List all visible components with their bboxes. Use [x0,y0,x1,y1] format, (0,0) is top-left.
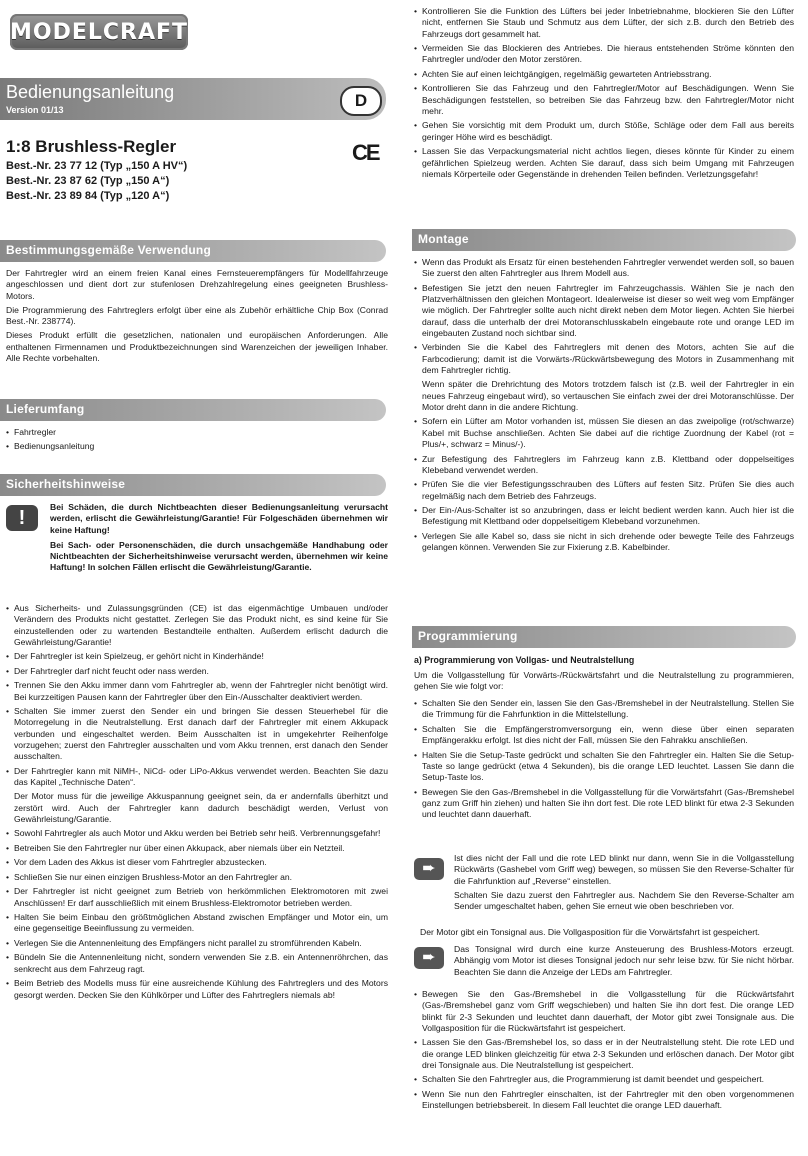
lieferumfang-list [6,427,388,456]
manual-title: Bedienungsanleitung [6,82,175,102]
programmierung-list [414,698,794,824]
list-item: • Schließen Sie nur einen einzigen Brushless-Motor an den Fahrtregler an. [6,872,388,883]
list-item: • Kontrollieren Sie die Funktion des Lüfters bei jeder Inbetriebnahme, blockieren Sie den Lüfter nicht, entfernen Sie Staub und Schmutz aus dem Lüfter, der sich z.B. durch den Betrieb des Fahrzeugs dort gesammelt hat. [414,6,794,40]
list-item: • Wenn Sie nun den Fahrtregler einschalten, ist der Fahrtregler mit den oben vorgenommenen Einstellungen betriebsbereit. In diesem Fall leuchtet die orange LED dauerhaft. [414,1089,794,1112]
list-item: • Aus Sicherheits- und Zulassungsgründen (CE) ist das eigenmächtige Umbauen und/oder Verändern des Produkts nicht gestattet. Zerlegen Sie das Produkt nicht, es sind keine für Sie einzustellenden oder zu wartenden Bestandteile enthalten. Außerdem erlischt dadurch die Gewährleistung/Garantie! [6,603,388,648]
order-number: Best.-Nr. 23 89 84 (Typ „120 A“) [6,190,170,202]
list-item: • Halten Sie beim Einbau den größtmöglichen Abstand zwischen Empfänger und Motor ein, um eine gegenseitige Beeinflussung zu vermeiden. [6,912,388,935]
list-item: • Prüfen Sie die vier Befestigungsschrauben des Lüfters auf festen Sitz. Prüfen Sie dies auch regelmäßig nach dem Betrieb des Fahrzeugs. [414,479,794,502]
list-item: • Der Ein-/Aus-Schalter ist so anzubringen, dass er leicht bedient werden kann. Auch hier ist die Befestigung mit Klettband oder doppelseitigem Klebeband vorzunehmen. [414,505,794,528]
list-item: • Verbinden Sie die Kabel des Fahrtreglers mit denen des Motors, achten Sie auf die Farbcodierung; damit ist die Vorwärts-/Rückwärtsbewegung des Motors in Zusammenhang mit dem Fahrtregler richtig. Wenn später die Drehrichtung des Motors trotzdem falsch ist (z.B. weil der Fahrtregler in ein neues Fahrzeug eingebaut wird), so vertauschen Sie einfach zwei der drei Motoranschlüsse. Der Motor dreht dann in die andere Richtung. [414,342,794,413]
section-header-sicherheit: Sicherheitshinweise [0,474,386,496]
brand-logo [10,14,188,50]
list-item: • Schalten Sie den Fahrtregler aus, die Programmierung ist damit beendet und gespeichert. [414,1074,794,1085]
language-badge: D [340,86,382,116]
list-item: • Verlegen Sie die Antennenleitung des Empfängers nicht parallel zu stromführenden Kabeln. [6,938,388,949]
bestimmung-text: Der Fahrtregler wird an einem freien Kanal eines Fernsteuerempfängers für Modellfahrzeuge angeschlossen und dient dort zur stufenlosen Drehzahlregelung eines geeigneten Brushless-Motors. Die Programmierung des Fahrtreglers erfolgt über eine als Zubehör erhältliche Chip Box (Conrad Best.-Nr. 238774). Dieses Produkt erfüllt die gesetzlichen, nationalen und europäischen Anforderungen. Alle enthaltenen Firmennamen und Produktbezeichnungen sind Warenzeichen der jeweiligen Inhaber. Alle Rechte vorbehalten. [6,268,388,364]
list-item: • Bewegen Sie den Gas-/Bremshebel in die Vollgasstellung für die Rückwärtsfahrt (Gas-/Bremshebel ganz vom Griff wegschieben) und halten Sie ihn dort fest. Die orange LED blinkt für 2-3 Sekunden und leuchtet dann dauerhaft, der Motor gibt zwei Tonsignale aus. Die Vollgasposition für die Rückwärtsfahrt ist gespeichert. [414,989,794,1034]
list-item: • Lassen Sie das Verpackungsmaterial nicht achtlos liegen, dieses könnte für Kinder zu einem gefährlichen Spielzeug werden. Achten Sie darauf, dass sich beim Umgang mit Fahrzeugen niemals Körperteile oder Gegenstände in drehenden Teilen befinden. Verletzungsgefahr! [414,146,794,180]
list-item: • Verlegen Sie alle Kabel so, dass sie nicht in sich drehende oder bewegte Teile des Fahrzeugs gelangen können. Verwenden Sie zur Fixierung z.B. Kabelbinder. [414,531,794,554]
programmierung-list-continued [414,989,794,1115]
list-item: • Beim Betrieb des Modells muss für eine ausreichende Kühlung des Fahrtreglers und des Motors gesorgt werden. Decken Sie den Kühlkörper und Lüfter des Fahrtreglers niemals ab! [6,978,388,1001]
list-item: • Achten Sie auf einen leichtgängigen, regelmäßig gewarteten Antriebsstrang. [414,69,794,80]
section-header-programmierung: Programmierung [412,626,796,648]
order-number: Best.-Nr. 23 77 12 (Typ „150 A HV“) [6,160,188,172]
list-item-note: Wenn später die Drehrichtung des Motors trotzdem falsch ist (z.B. weil der Fahrtregler in ein neues Fahrzeug eingebaut wird), so vertauschen Sie einfach zwei der drei Motoranschlüsse. Der Motor dreht dann in die andere Richtung. [422,379,794,412]
section-header-lieferumfang: Lieferumfang [0,399,386,421]
ce-mark: CE [352,140,379,165]
list-item: • Gehen Sie vorsichtig mit dem Produkt um, durch Stöße, Schläge oder dem Fall aus bereits geringer Höhe wird es beschädigt. [414,120,794,143]
note-text: Ist dies nicht der Fall und die rote LED blinkt nur dann, wenn Sie in die Vollgasstellung Rückwärts (Gashebel vom Griff weg) bewegen, so müssen Sie den Reverse-Schalter für die Fahrfunktion auf „Reverse“ einstellen. Schalten Sie dazu zuerst den Fahrtregler aus. Nachdem Sie den Reverse-Schalter am Sender umgeschaltet haben, gehen Sie erneut wie oben beschrieben vor. [454,853,794,912]
motor-tone-text: Der Motor gibt ein Tonsignal aus. Die Vollgasposition für die Vorwärtsfahrt ist gespeichert. [420,927,760,937]
programmierung-subheading: a) Programmierung von Vollgas- und Neutralstellung [414,655,635,665]
note-arrow-icon: ➨ [414,947,444,969]
list-item: • Kontrollieren Sie das Fahrzeug und den Fahrtregler/Motor auf Beschädigungen. Wenn Sie Beschädigungen feststellen, so betreiben Sie das Fahrzeug bzw. den Fahrtregler/Motor nicht mehr. [414,83,794,117]
manual-title-bar [0,78,386,120]
sicherheit-list-continued [414,6,794,183]
note-text: Das Tonsignal wird durch eine kurze Ansteuerung des Brushless-Motors erzeugt. Abhängig vom Motor ist dieses Tonsignal jedoch nur sehr leise bzw. für Sie nicht hörbar. Beachten Sie dann die Anzeige der LEDs am Fahrtregler. [454,944,794,977]
list-item: • Sofern ein Lüfter am Motor vorhanden ist, müssen Sie diesen an das zweipolige (rot/schwarze) Kabel mit Buchse anschließen. Achten Sie dabei auf die richtige Zuordnung der Kabel (rot = Plus/+, schwarz = Minus/-). [414,416,794,450]
list-item: • Der Fahrtregler kann mit NiMH-, NiCd- oder LiPo-Akkus verwendet werden. Beachten Sie dazu das Kapitel „Technische Daten“. Der Motor muss für die jeweilige Akkuspannung geeignet sein, da er andernfalls überhitzt und zerstört wird. Auch der Fahrtregler kann dadurch beschädigt werden, Verlust von Gewährleistung/Garantie. [6,766,388,825]
list-item: • Befestigen Sie jetzt den neuen Fahrtregler im Fahrzeugchassis. Wählen Sie je nach den Platzverhältnissen den gleichen Montageort. Idealerweise ist dieser so weit weg vom Empfänger wie möglich. Der Fahrtregler sollte auch nicht direkt neben dem Motor liegen. Achten Sie hierbei darauf, dass die unterhalb der drei Motoranschlusskabeln eingebaute rote und orange LED im eingebauten Zustand noch sichtbar sind. [414,283,794,339]
product-title: 1:8 Brushless-Regler [6,137,177,156]
list-item: • Fahrtregler [6,427,388,438]
brand-text: MODELCRAFT [9,19,189,45]
list-item: • Bewegen Sie den Gas-/Bremshebel in die Vollgasstellung für die Vorwärtsfahrt (Gas-/Bremshebel ganz zum Griff hin ziehen) und halten Sie ihn dort fest. Die rote LED blinkt für etwa 2-3 Sekunden und leuchtet dann dauerhaft. [414,787,794,821]
list-item: • Der Fahrtregler darf nicht feucht oder nass werden. [6,666,388,677]
list-item: • Wenn das Produkt als Ersatz für einen bestehenden Fahrtregler verwendet werden soll, so bauen Sie zuerst den alten Fahrtregler aus Ihrem Modell aus. [414,257,794,280]
programmierung-intro: Um die Vollgasstellung für Vorwärts-/Rückwärtsfahrt und die Neutralstellung zu programmieren, gehen Sie wie folgt vor: [414,670,794,692]
note-arrow-icon: ➨ [414,858,444,880]
list-item: • Schalten Sie immer zuerst den Sender ein und bringen Sie dessen Steuerhebel für die Motorregelung in die Neutralstellung. Erst danach darf der Fahrtregler mit einem Akkupack verbunden und eingeschaltet werden. Beim Ausschalten ist in umgekehrter Reihenfolge vorzugehen; zuerst den Fahrtregler ausschalten und vom Akku trennen, erst danach den Sender ausschalten. [6,706,388,762]
warning-icon: ! [6,505,38,531]
list-item: • Trennen Sie den Akku immer dann vom Fahrtregler ab, wenn der Fahrtregler nicht benötigt wird. Bei kurzzeitigen Pausen kann der Fahrtregler über den Ein-/Ausschalter deaktiviert werden. [6,680,388,703]
list-item: • Schalten Sie den Sender ein, lassen Sie den Gas-/Bremshebel in der Neutralstellung. Stellen Sie die Trimmung für die Fahrfunktion in die Mittelstellung. [414,698,794,721]
list-item: • Lassen Sie den Gas-/Bremshebel los, so dass er in der Neutralstellung steht. Die rote LED und die orange LED blinken gleichzeitig für etwa 2-3 Sekunden und erlöschen danach. Der Motor gibt drei Tonsignale aus. Die Neutralstellung ist gespeichert. [414,1037,794,1071]
sicherheit-list [6,603,388,1004]
list-item: • Bündeln Sie die Antennenleitung nicht, sondern verwenden Sie z.B. ein Antennenröhrchen, das senkrecht aus dem Fahrzeug ragt. [6,952,388,975]
list-item: • Schalten Sie die Empfängerstromversorgung ein, wenn diese über einen separaten Empfängerakku erfolgt. Ist dies nicht der Fall, müssen Sie den Fahrakku anschließen. [414,724,794,747]
list-item-note: Der Motor muss für die jeweilige Akkuspannung geeignet sein, da er andernfalls überhitzt und zerstört wird. Auch der Fahrtregler kann dadurch beschädigt werden, Verlust von Gewährleistung/Garantie. [14,791,388,824]
list-item: • Der Fahrtregler ist kein Spielzeug, er gehört nicht in Kinderhände! [6,651,388,662]
section-header-montage: Montage [412,229,796,251]
list-item: • Zur Befestigung des Fahrtreglers im Fahrzeug kann z.B. Klettband oder doppelseitiges Klebeband verwendet werden. [414,454,794,477]
manual-version: Version 01/13 [6,105,64,115]
list-item: • Vermeiden Sie das Blockieren des Antriebes. Die hieraus entstehenden Ströme könnten den Fahrtregler und/oder den Motor zerstören. [414,43,794,66]
list-item: • Betreiben Sie den Fahrtregler nur über einen Akkupack, aber niemals über ein Netzteil. [6,843,388,854]
list-item: • Sowohl Fahrtregler als auch Motor und Akku werden bei Betrieb sehr heiß. Verbrennungsgefahr! [6,828,388,839]
list-item: • Halten Sie die Setup-Taste gedrückt und schalten Sie den Fahrtregler ein. Halten Sie die Setup-Taste so lange gedrückt (etwa 4 Sekunden), bis die orange LED leuchtet. Lassen Sie dann die Setup-Taste los. [414,750,794,784]
montage-list [414,257,794,557]
list-item: • Der Fahrtregler ist nicht geeignet zum Betrieb von herkömmlichen Elektromotoren mit zwei Anschlüssen! Er darf ausschließlich mit einem Brushless-Elektromotor betrieben werden. [6,886,388,909]
warning-text: Bei Schäden, die durch Nichtbeachten dieser Bedienungsanleitung verursacht werden, erlischt die Gewährleistung/Garantie! Für Folgeschäden übernehmen wir keine Haftung! Bei Sach- oder Personenschäden, die durch unsachgemäße Handhabung oder Nichtbeachten der Sicherheitshinweise verursacht werden, übernehmen wir keine Haftung! In solchen Fällen erlischt die Gewährleistung/Garantie. [50,502,388,573]
order-number: Best.-Nr. 23 87 62 (Typ „150 A“) [6,175,170,187]
list-item: • Vor dem Laden des Akkus ist dieser vom Fahrtregler abzustecken. [6,857,388,868]
section-header-bestimmung: Bestimmungsgemäße Verwendung [0,240,386,262]
list-item: • Bedienungsanleitung [6,441,388,452]
